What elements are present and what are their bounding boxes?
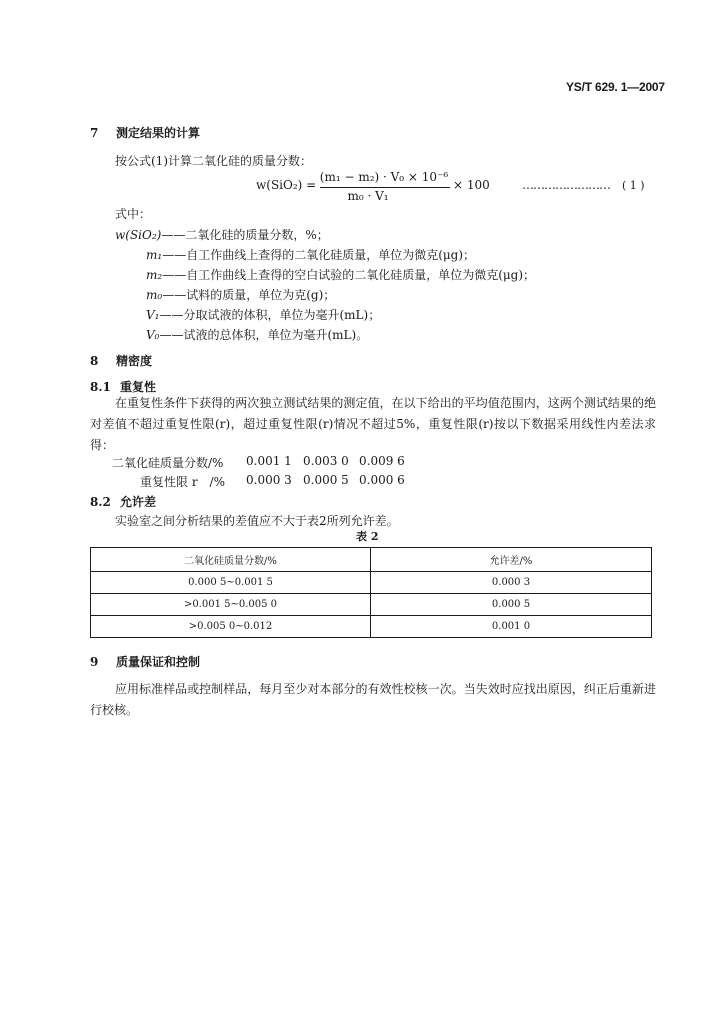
formula-leader-dots: …………………… (522, 178, 610, 192)
table-cell: 0.001 0 (371, 616, 652, 638)
table-row (91, 572, 652, 594)
definition-symbol: m₀ (146, 288, 163, 302)
definition-symbol: w(SiO₂) (115, 228, 162, 242)
tolerance-paragraph: 实验室之间分析结果的差值应不大于表2所列允许差。 (115, 514, 399, 528)
formula-lhs: w(SiO₂) = (256, 178, 317, 192)
section-8-2-number: 8.2 (90, 495, 111, 509)
section-7-heading (90, 124, 200, 141)
table-cell: 0.000 5~0.001 5 (91, 572, 371, 594)
table-header-row (91, 548, 652, 572)
repeatability-row-2-value: 0.000 3 (246, 473, 292, 487)
section-8-2-heading (90, 493, 156, 510)
definition-m1 (146, 246, 475, 263)
table-row (91, 616, 652, 638)
definition-text: ——分取试液的体积，单位为毫升(mL)； (159, 308, 381, 322)
definition-wsio2 (115, 226, 329, 243)
equation-number: ( 1 ) (622, 179, 645, 192)
quality-control-paragraph: 应用标准样品或控制样品，每月至少对本部分的有效性校核一次。当失效时应找出原因，纠正后重新进行校核。 (90, 682, 656, 717)
definition-v0 (146, 326, 368, 343)
definition-symbol: V₀ (146, 328, 160, 342)
section-7-title: 测定结果的计算 (116, 126, 201, 140)
document-code: YS/T 629. 1—2007 (566, 80, 665, 94)
definition-symbol: m₁ (146, 248, 163, 262)
section-9-number: 9 (90, 655, 99, 669)
formula-rhs: × 100 (453, 178, 490, 192)
definition-symbol: m₂ (146, 268, 163, 282)
section-7-number: 7 (90, 126, 99, 140)
definition-symbol: V₁ (146, 308, 160, 322)
repeatability-row-1-value: 0.009 6 (359, 454, 405, 468)
section-8-1-number: 8.1 (90, 380, 111, 394)
section-9-title: 质量保证和控制 (116, 655, 201, 669)
table-cell: >0.001 5~0.005 0 (91, 594, 371, 616)
definition-text: ——试料的质量，单位为克(g)； (162, 288, 336, 302)
fraction-line (320, 187, 450, 188)
repeatability-row-1-label: 二氧化硅质量分数/% (112, 456, 224, 470)
table-row (91, 594, 652, 616)
where-label: 式中： (115, 207, 152, 221)
section-9-heading (90, 653, 200, 670)
table-caption: 表 2 (356, 530, 379, 543)
repeatability-row-1-value: 0.001 1 (246, 454, 292, 468)
formula-intro: 按公式(1)计算二氧化硅的质量分数： (115, 154, 312, 168)
repeatability-row-1-value: 0.003 0 (303, 454, 349, 468)
definition-text: ——自工作曲线上查得的二氧化硅质量，单位为微克(μg)； (162, 248, 476, 262)
definition-m2 (146, 266, 535, 283)
definition-text: ——试液的总体积，单位为毫升(mL)。 (159, 328, 369, 342)
section-8-number: 8 (90, 354, 99, 368)
formula-denominator: m₀ · V₁ (347, 189, 389, 203)
repeatability-row-2-value: 0.000 6 (359, 473, 405, 487)
table-cell: >0.005 0~0.012 (91, 616, 371, 638)
section-8-2-title: 允许差 (120, 495, 157, 509)
formula-numerator: (m₁ − m₂) · V₀ × 10⁻⁶ (319, 170, 449, 184)
definition-text: ——二氧化硅的质量分数，%； (161, 228, 329, 242)
definition-m0 (146, 286, 335, 303)
table-cell: 0.000 5 (371, 594, 652, 616)
table-cell: 0.000 3 (371, 572, 652, 594)
tolerance-table (90, 547, 652, 638)
table-header-cell: 二氧化硅质量分数/% (91, 548, 371, 572)
repeatability-row-2-label: 重复性限 r /% (140, 475, 225, 489)
definition-text: ——自工作曲线上查得的空白试验的二氧化硅质量，单位为微克(μg)； (162, 268, 536, 282)
section-8-title: 精密度 (116, 354, 153, 368)
section-8-1-title: 重复性 (120, 380, 157, 394)
definition-v1 (146, 306, 380, 323)
repeatability-paragraph: 在重复性条件下获得的两次独立测试结果的测定值，在以下给出的平均值范围内，这两个测试结果的绝对差值不超过重复性限(r)，超过重复性限(r)情况不超过5%，重复性限(r)按以下数据采用线性内差法求得： (90, 396, 656, 452)
section-8-heading (90, 352, 152, 369)
table-header-cell: 允许差/% (371, 548, 652, 572)
repeatability-row-2-value: 0.000 5 (303, 473, 349, 487)
